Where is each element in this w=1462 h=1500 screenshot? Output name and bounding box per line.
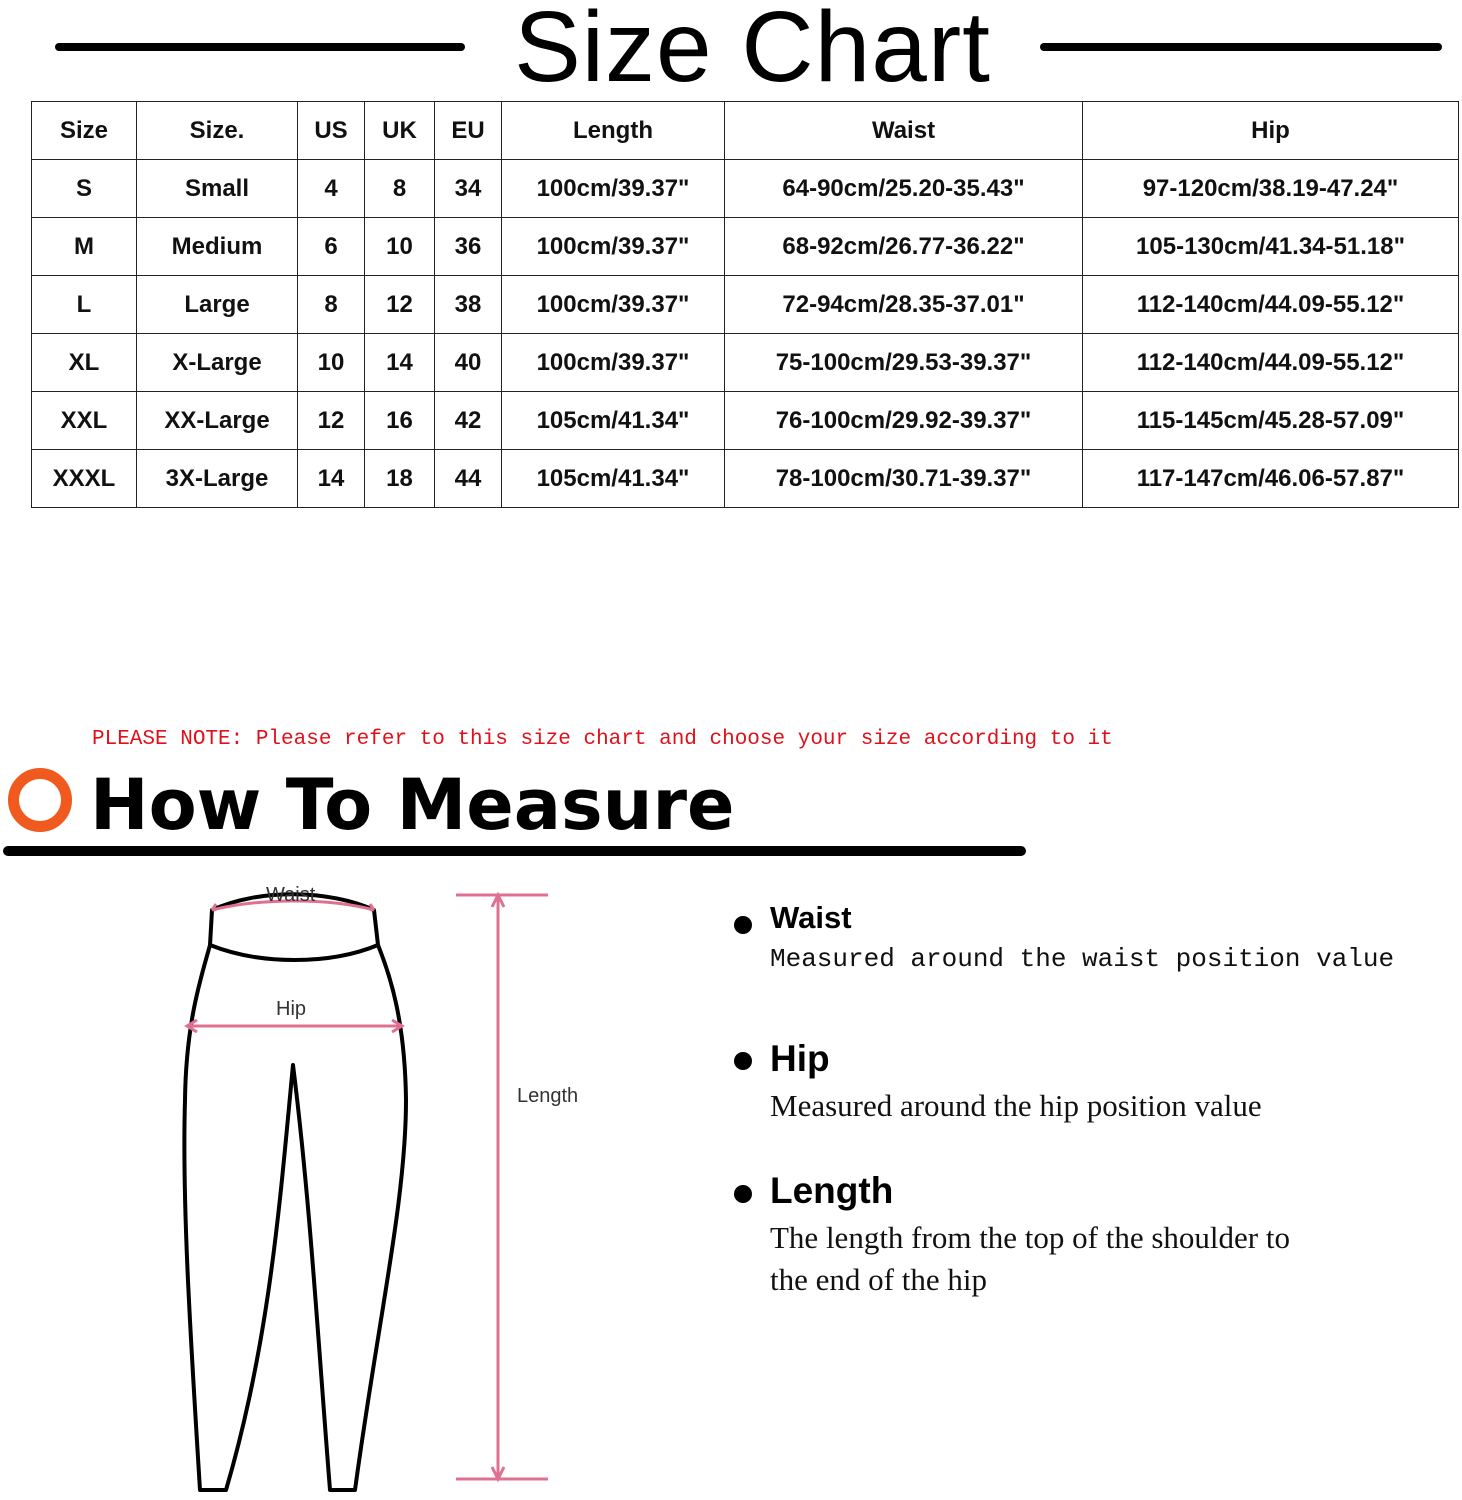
cell-waist: 76-100cm/29.92-39.37"	[725, 392, 1083, 450]
measure-item-desc: Measured around the hip position value	[770, 1088, 1262, 1123]
cell-uk: 18	[365, 450, 435, 508]
cell-size-name: XX-Large	[137, 392, 298, 450]
diagram-label-waist: Waist	[266, 884, 316, 906]
measure-item-desc: Measured around the waist position value	[770, 944, 1395, 974]
cell-us: 8	[298, 276, 365, 334]
hip-measure-line	[187, 1020, 402, 1032]
cell-hip: 112-140cm/44.09-55.12"	[1083, 276, 1459, 334]
cell-us: 4	[298, 160, 365, 218]
header-uk: UK	[365, 102, 435, 160]
cell-size-name: Small	[137, 160, 298, 218]
table-row	[32, 160, 1459, 218]
cell-waist: 72-94cm/28.35-37.01"	[725, 276, 1083, 334]
measure-item-desc: the end of the hip	[770, 1262, 987, 1297]
table-row	[32, 450, 1459, 508]
header-us: US	[298, 102, 365, 160]
cell-length: 105cm/41.34"	[502, 450, 725, 508]
header-waist: Waist	[725, 102, 1083, 160]
title-bar	[0, 0, 1462, 103]
cell-hip: 97-120cm/38.19-47.24"	[1083, 160, 1459, 218]
cell-uk: 14	[365, 334, 435, 392]
cell-waist: 68-92cm/26.77-36.22"	[725, 218, 1083, 276]
table-row	[32, 218, 1459, 276]
cell-eu: 40	[435, 334, 502, 392]
cell-size: XXXL	[32, 450, 137, 508]
header-size: Size	[32, 102, 137, 160]
cell-uk: 10	[365, 218, 435, 276]
cell-waist: 78-100cm/30.71-39.37"	[725, 450, 1083, 508]
cell-eu: 34	[435, 160, 502, 218]
bullet-dot-icon	[734, 1185, 752, 1203]
header-eu: EU	[435, 102, 502, 160]
cell-size: S	[32, 160, 137, 218]
orange-ring-icon	[8, 768, 72, 832]
cell-waist: 75-100cm/29.53-39.37"	[725, 334, 1083, 392]
title-rule-left	[55, 43, 465, 51]
cell-size: M	[32, 218, 137, 276]
cell-size-name: 3X-Large	[137, 450, 298, 508]
header-hip: Hip	[1083, 102, 1459, 160]
cell-waist: 64-90cm/25.20-35.43"	[725, 160, 1083, 218]
size-table	[31, 101, 1459, 508]
cell-hip: 105-130cm/41.34-51.18"	[1083, 218, 1459, 276]
cell-uk: 8	[365, 160, 435, 218]
measure-item-title: Waist	[770, 900, 852, 935]
cell-eu: 38	[435, 276, 502, 334]
cell-hip: 117-147cm/46.06-57.87"	[1083, 450, 1459, 508]
diagram-label-hip: Hip	[276, 998, 307, 1020]
cell-us: 12	[298, 392, 365, 450]
table-header-row	[32, 102, 1459, 160]
cell-eu: 36	[435, 218, 502, 276]
cell-size-name: Large	[137, 276, 298, 334]
cell-length: 100cm/39.37"	[502, 276, 725, 334]
cell-hip: 112-140cm/44.09-55.12"	[1083, 334, 1459, 392]
table-row	[32, 276, 1459, 334]
pants-diagram	[150, 870, 600, 1495]
table-row	[32, 392, 1459, 450]
cell-size: XL	[32, 334, 137, 392]
size-note: PLEASE NOTE: Please refer to this size chart and choose your size according to it	[92, 728, 1113, 751]
cell-hip: 115-145cm/45.28-57.09"	[1083, 392, 1459, 450]
cell-length: 100cm/39.37"	[502, 160, 725, 218]
cell-size-name: X-Large	[137, 334, 298, 392]
measure-item-title: Hip	[770, 1038, 830, 1079]
cell-us: 14	[298, 450, 365, 508]
cell-eu: 42	[435, 392, 502, 450]
cell-uk: 16	[365, 392, 435, 450]
title-rule-right	[1040, 43, 1442, 51]
bullet-dot-icon	[734, 1052, 752, 1070]
cell-size: XXL	[32, 392, 137, 450]
cell-size: L	[32, 276, 137, 334]
cell-uk: 12	[365, 276, 435, 334]
cell-eu: 44	[435, 450, 502, 508]
bullet-dot-icon	[734, 916, 752, 934]
pants-outline-icon	[184, 894, 406, 1490]
cell-size-name: Medium	[137, 218, 298, 276]
diagram-label-length: Length	[517, 1085, 579, 1107]
header-length: Length	[502, 102, 725, 160]
how-to-measure-header	[0, 760, 1030, 860]
cell-length: 105cm/41.34"	[502, 392, 725, 450]
cell-length: 100cm/39.37"	[502, 334, 725, 392]
page-title: Size Chart	[514, 0, 991, 103]
how-to-measure-underline	[3, 846, 1026, 856]
cell-us: 6	[298, 218, 365, 276]
table-row	[32, 334, 1459, 392]
header-size-name: Size.	[137, 102, 298, 160]
cell-length: 100cm/39.37"	[502, 218, 725, 276]
measure-item-desc: The length from the top of the shoulder to	[770, 1220, 1290, 1255]
cell-us: 10	[298, 334, 365, 392]
length-measure-line	[456, 895, 548, 1479]
how-to-measure-title: How To Measure	[90, 764, 735, 846]
measure-item-title: Length	[770, 1170, 894, 1211]
